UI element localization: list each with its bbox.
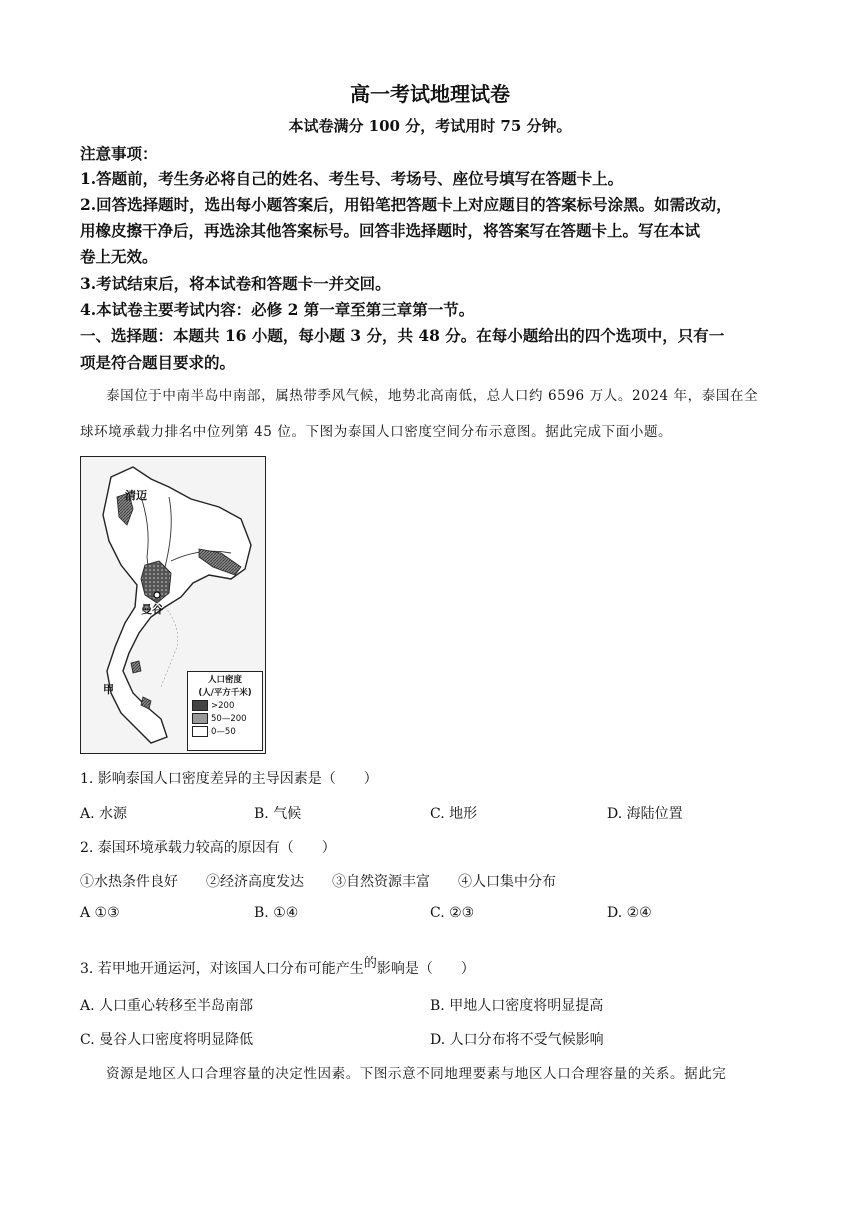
question-stem: 2. 泰国环境承载力较高的原因有（ ） [80, 840, 336, 856]
option-c[interactable]: C. ②③ [430, 905, 475, 921]
option-c[interactable]: C. 曼谷人口密度将明显降低 [80, 1032, 254, 1048]
legend-swatch-low [192, 726, 208, 737]
label-jia: 甲 [103, 683, 114, 696]
label-bangkok: 曼谷 [141, 603, 163, 616]
section-heading: 项是符合题目要求的。 [80, 353, 236, 372]
page-title: 高一考试地理试卷 [350, 82, 510, 106]
legend-row [192, 726, 262, 737]
legend-swatch-high [192, 700, 208, 711]
passage-text: 球环境承载力排名中位列第 45 位。下图为泰国人口密度空间分布示意图。据此完成下面小题。 [80, 424, 673, 440]
option-d[interactable]: D. ②④ [607, 905, 652, 921]
option-c[interactable]: C. 地形 [430, 806, 478, 822]
legend-label: >200 [211, 700, 235, 711]
legend-unit: (人/平方千米) [198, 688, 252, 698]
option-d[interactable]: D. 海陆位置 [607, 806, 683, 822]
legend-swatch-mid [192, 713, 208, 724]
option-a[interactable]: A. 人口重心转移至半岛南部 [80, 998, 254, 1014]
notice-item: 用橡皮擦干净后，再选涂其他答案标号。回答非选择题时，将答案写在答题卡上。写在本试 [80, 221, 701, 240]
legend-title: 人口密度 [207, 675, 242, 685]
notice-item: 1.答题前，考生务必将自己的姓名、考生号、考场号、座位号填写在答题卡上。 [80, 169, 624, 188]
section-heading: 一、选择题：本题共 16 小题，每小题 3 分，共 48 分。在每小题给出的四个选项中，只有一 [80, 326, 725, 345]
option-b[interactable]: B. ①④ [254, 905, 299, 921]
option-d[interactable]: D. 人口分布将不受气候影响 [430, 1032, 604, 1048]
passage-text: 泰国位于中南半岛中南部，属热带季风气候，地势北高南低，总人口约 6596 万人。2024 年，泰国在全 [106, 388, 759, 404]
legend-label: 50—200 [211, 713, 247, 724]
option-b[interactable]: B. 气候 [254, 806, 302, 822]
question-stem: 1. 影响泰国人口密度差异的主导因素是（ ） [80, 771, 378, 787]
passage-text: 资源是地区人口合理容量的决定性因素。下图示意不同地理要素与地区人口合理容量的关系。据此完 [106, 1066, 727, 1082]
exam-subtitle: 本试卷满分 100 分，考试用时 75 分钟。 [288, 117, 572, 135]
question-stem-part: 的 [363, 956, 377, 971]
option-a[interactable]: A. 水源 [80, 806, 128, 822]
thailand-population-map [80, 456, 266, 754]
question-stem-part: 3. 若甲地开通运河，对该国人口分布可能产生 [80, 961, 364, 977]
notice-item: 4.本试卷主要考试内容：必修 2 第一章至第三章第一节。 [80, 300, 475, 319]
question-stem-part: 影响是（ ） [376, 961, 475, 977]
option-a[interactable]: A ①③ [80, 905, 120, 921]
label-chiang-mai: 清迈 [125, 489, 147, 502]
legend-label: 0—50 [211, 726, 236, 737]
legend-row [192, 700, 262, 711]
notice-item: 2.回答选择题时，选出每小题答案后，用铅笔把答题卡上对应题目的答案标号涂黑。如需改动， [80, 195, 732, 214]
question-statements: ①水热条件良好 ②经济高度发达 ③自然资源丰富 ④人口集中分布 [80, 874, 556, 890]
legend-row [192, 713, 262, 724]
notice-heading: 注意事项： [80, 144, 158, 163]
question-stem [80, 958, 475, 978]
option-b[interactable]: B. 甲地人口密度将明显提高 [430, 998, 604, 1014]
notice-item: 3.考试结束后，将本试卷和答题卡一并交回。 [80, 274, 391, 293]
bangkok-marker [154, 592, 160, 598]
map-legend [187, 671, 263, 751]
notice-item: 卷上无效。 [80, 247, 158, 266]
